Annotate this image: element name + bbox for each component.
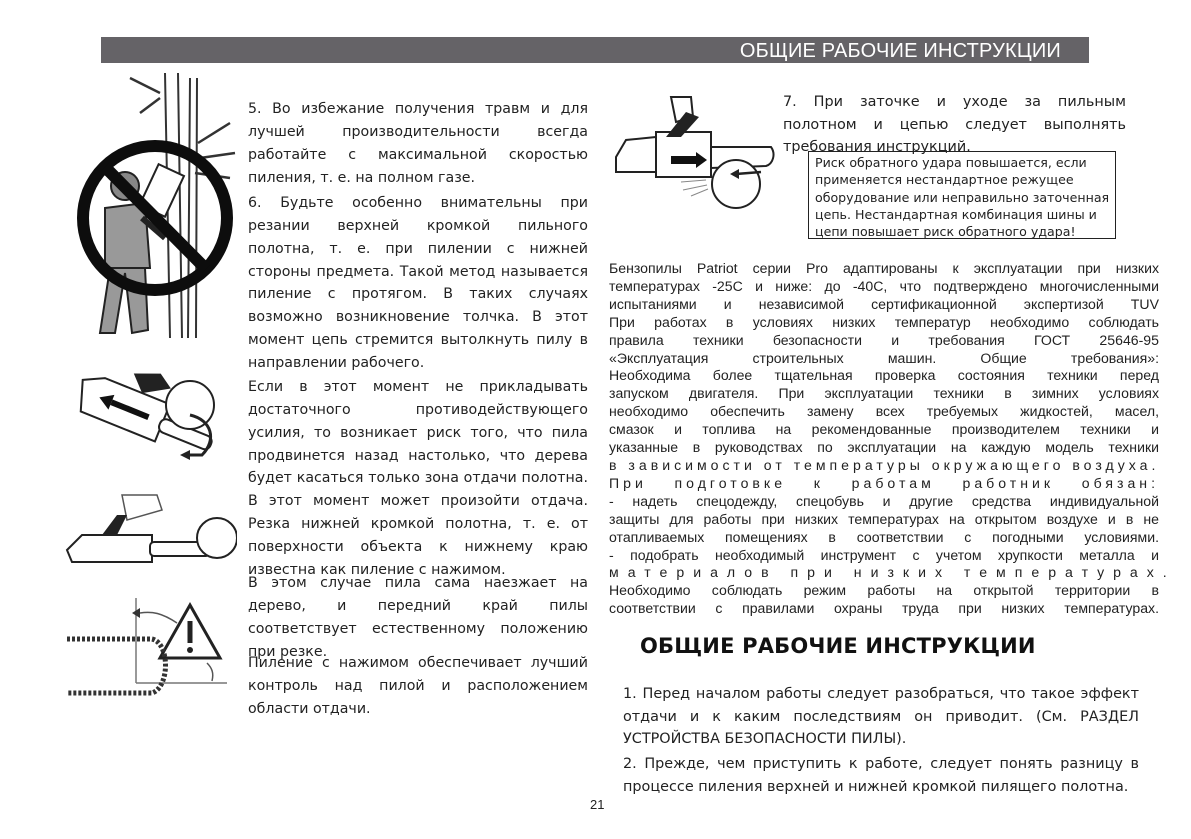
- text-line: в зависимости от температуры окружающего воздуха.: [609, 456, 1160, 473]
- text-line: материалов при низких температурах.: [609, 564, 1176, 581]
- warning-line: Риск обратного удара повышается, если: [815, 155, 1087, 170]
- prohibition-sign-icon: [70, 68, 240, 343]
- sharpening-illustration: [611, 92, 776, 212]
- text-line: правила техники безопасности и требования ГОСТ 25646-95: [609, 331, 1159, 348]
- text-line: указанные в руководствах по эксплуатации на каждую модель техники: [609, 439, 1159, 456]
- chainsaw-kickback-icon: [62, 360, 232, 480]
- warning-triangle-icon: [62, 593, 237, 703]
- warning-line: цепи повышает риск обратного удара!: [815, 224, 1076, 240]
- control-paragraph: Пиление с нажимом обеспечивает лучший контроль над пилой и расположением области отдачи.: [248, 655, 588, 717]
- warning-line: оборудование или неправильно заточенная: [815, 189, 1110, 205]
- section-header-title: ОБЩИЕ РАБОЧИЕ ИНСТРУКЦИИ: [739, 40, 1061, 62]
- section-title: ОБЩИЕ РАБОЧИЕ ИНСТРУКЦИИ: [640, 634, 1036, 658]
- text-line: «Эксплуатация строительных машин. Общие требования»:: [609, 349, 1159, 366]
- page-number: 21: [590, 797, 605, 812]
- general-instruction-2: 2. Прежде, чем приступить к работе, следует понять разницу в процессе пиления верхней и нижней кромкой пилящего полотна.: [623, 756, 1139, 795]
- kickback-warning-box: [808, 151, 1116, 239]
- push-cut-illustration: [62, 490, 237, 570]
- text-line: испытаниями и независимой сертификационной экспертизой TUV: [609, 295, 1159, 312]
- section-header-bar: [101, 37, 1089, 63]
- text-line: При работах в условиях низких температур необходимо соблюдать: [609, 313, 1159, 330]
- text-line: - надеть спецодежду, спецобувь и другие средства индивидуальной: [609, 492, 1159, 509]
- text-line: Необходимо соблюдать режим работы на открытой территории в: [609, 582, 1159, 599]
- low-temperature-operation-text: [609, 260, 1176, 618]
- text-line: смазок и топлива на рекомендованные производителем техники и: [609, 421, 1159, 438]
- prohibition-illustration: [70, 68, 240, 343]
- general-instruction-1: 1. Перед началом работы следует разобраться, что такое эффект отдачи и к каким последствиям он приводит. (См. РАЗДЕЛ УСТРОЙСТВА БЕЗОПАСНОСТИ ПИЛЫ).: [623, 686, 1139, 748]
- warning-chain-illustration: [62, 593, 237, 703]
- push-cut-paragraph: В этом случае пила сама наезжает на дерево, и передний край пилы соответствует естественному положению при резке.: [248, 575, 588, 660]
- chainsaw-push-cut-icon: [62, 490, 237, 570]
- text-line: При подготовке к работам работник обязан:: [609, 474, 1159, 491]
- instruction-7: 7. При заточке и уходе за пильным полотном и цепью следует выполнять требования инструкций.: [783, 94, 1126, 156]
- kickback-paragraph: Если в этот момент не прикладывать достаточного противодействующего усилия, то возникает риск того, что пила продвинется назад настолько, что дерева будет касаться только зона отдачи полотна. В этот момент может произойти отдача. Резка нижней кромкой полотна, т. е. от поверхности объекта к нижнему краю известна как пиление с нажимом.: [248, 379, 588, 578]
- instruction-5: 5. Во избежание получения травм и для лучшей производительности всегда работайте с максимальной скоростью пиления, т. е. на полном газе.: [248, 101, 588, 186]
- text-line: Бензопилы Patriot серии Pro адаптированы к эксплуатации при низких: [609, 260, 1159, 276]
- instruction-6: 6. Будьте особенно внимательны при резании верхней кромкой пильного полотна, т. е. при пилении с нижней стороны предмета. Такой метод называется пиление с протягом. В таких случаях возможно возникновение толчка. В этот момент цепь стремится вытолкнуть пилу в направлении рабочего.: [248, 195, 588, 371]
- text-line: соответствии с правилами охраны труда при низких температурах.: [609, 600, 1159, 617]
- kickback-illustration: [62, 360, 232, 480]
- text-line: - подобрать необходимый инструмент с учетом хрупкости металла и: [609, 546, 1159, 563]
- warning-line: цепь. Нестандартная комбинация шины и: [815, 206, 1097, 222]
- text-line: запуском двигателя. При эксплуатации техники в зимних условиях: [609, 385, 1159, 402]
- text-line: необходимо обеспечить замену всех требуемых жидкостей, масел,: [609, 403, 1159, 420]
- text-line: защиты для работы при низких температурах на открытом воздухе и в не: [609, 510, 1159, 527]
- chainsaw-log-icon: [611, 92, 776, 212]
- warning-line: применяется нестандартное режущее: [815, 172, 1074, 188]
- text-line: отапливаемых помещениях в соответствии с погодными условиями.: [609, 528, 1159, 545]
- text-line: Необходима более тщательная проверка состояния техники перед: [609, 367, 1159, 384]
- text-line: температурах -25C и ниже: до -40C, что подтверждено многочисленными: [609, 277, 1159, 294]
